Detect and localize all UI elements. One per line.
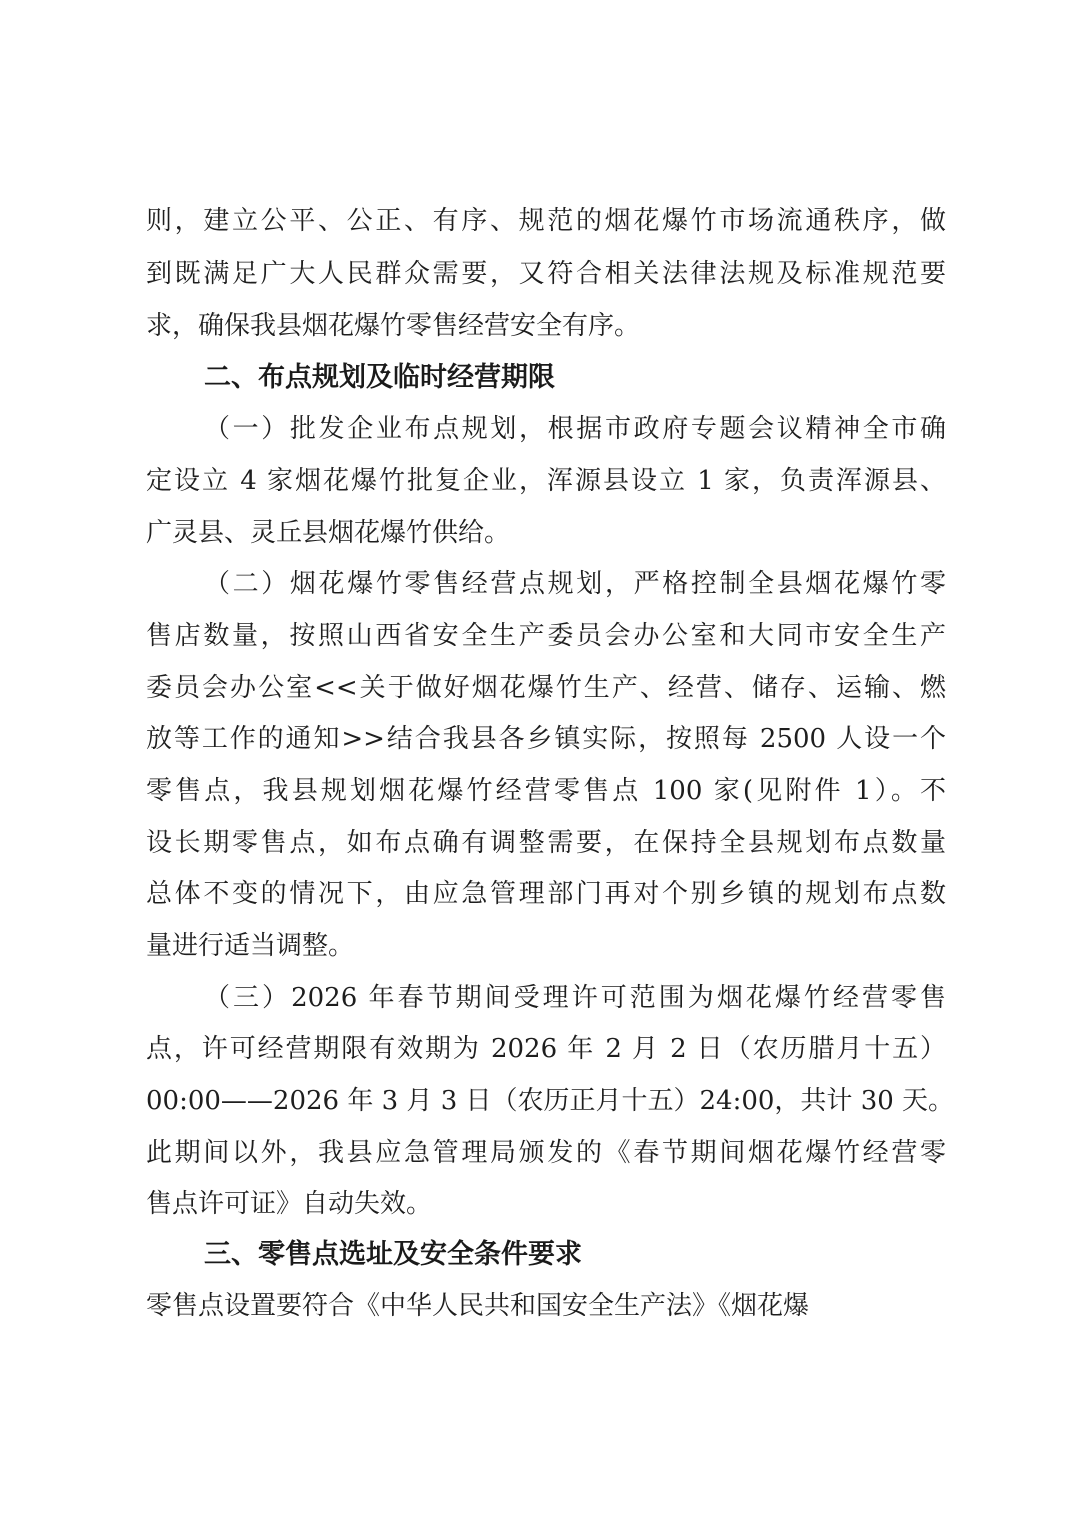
text-line: 量进行适当调整。: [146, 931, 355, 961]
section-heading: 三、零售点选址及安全条件要求: [204, 1239, 582, 1270]
text-line: （三）2026 年春节期间受理许可范围为烟花爆竹经营零售: [204, 983, 946, 1013]
text-line: 售店数量，按照山西省安全生产委员会办公室和大同市安全生产: [146, 621, 946, 651]
text-line: 放等工作的通知>>结合我县各乡镇实际，按照每 2500 人设一个: [146, 724, 946, 754]
text-line: 到既满足广大人民群众需要，又符合相关法律法规及标准规范要: [146, 259, 946, 289]
text-line: 则，建立公平、公正、有序、规范的烟花爆竹市场流通秩序，做: [146, 206, 946, 236]
text-line: （一）批发企业布点规划，根据市政府专题会议精神全市确: [204, 414, 946, 444]
text-line: 广灵县、灵丘县烟花爆竹供给。: [146, 518, 511, 548]
text-line: 委员会办公室<<关于做好烟花爆竹生产、经营、储存、运输、燃: [146, 673, 946, 703]
text-line: 售点许可证》自动失效。: [146, 1189, 433, 1219]
text-line: 零售点设置要符合《中华人民共和国安全生产法》《烟花爆: [146, 1291, 810, 1321]
text-line: 点，许可经营期限有效期为 2026 年 2 月 2 日（农历腊月十五）: [146, 1034, 946, 1064]
section-heading: 二、布点规划及临时经营期限: [204, 362, 555, 393]
text-line: 求，确保我县烟花爆竹零售经营安全有序。: [146, 311, 641, 341]
text-line: 设长期零售点，如布点确有调整需要，在保持全县规划布点数量: [146, 828, 946, 858]
text-line: 定设立 4 家烟花爆竹批复企业，浑源县设立 1 家，负责浑源县、: [146, 466, 946, 496]
text-line: 00:00——2026 年 3 月 3 日（农历正月十五）24:00，共计 30 天。: [146, 1086, 955, 1116]
text-line: 零售点，我县规划烟花爆竹经营零售点 100 家(见附件 1）。不: [146, 776, 946, 806]
text-line: 此期间以外，我县应急管理局颁发的《春节期间烟花爆竹经营零: [146, 1138, 946, 1168]
text-line: 总体不变的情况下，由应急管理部门再对个别乡镇的规划布点数: [146, 879, 946, 909]
text-line: （二）烟花爆竹零售经营点规划，严格控制全县烟花爆竹零: [204, 569, 946, 599]
